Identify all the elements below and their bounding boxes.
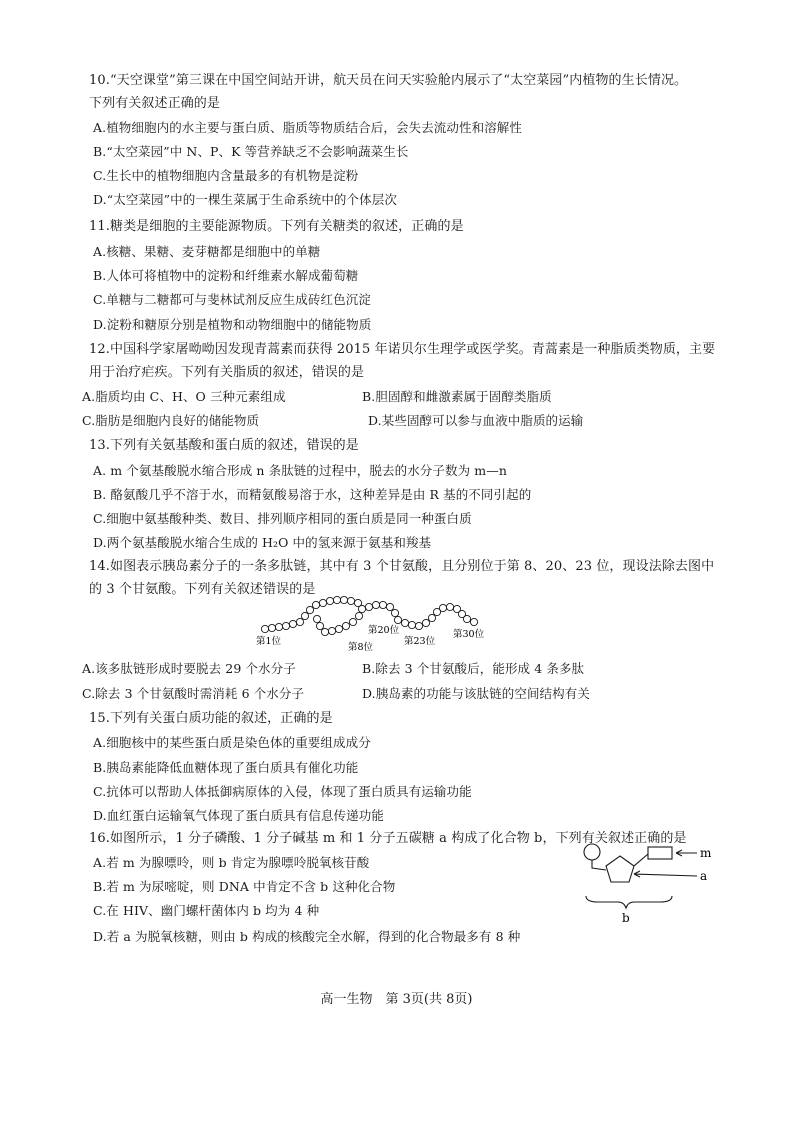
- q10-stem-line2: 下列有关叙述正确的是: [89, 96, 221, 111]
- label-m: m: [700, 846, 712, 860]
- q13-option-c: C.细胞中氨基酸种类、数目、排列顺序相同的蛋白质是同一种蛋白质: [93, 511, 472, 526]
- q12-option-a: A.脂质均由 C、H、O 三种元素组成: [82, 389, 286, 404]
- phosphate-circle: [584, 844, 600, 860]
- label-a: a: [700, 869, 708, 883]
- brace: [586, 896, 672, 908]
- q10-option-b: B.“太空菜园”中 N、P、K 等营养缺乏不会影响蔬菜生长: [93, 144, 409, 159]
- q11-option-b: B.人体可将植物中的淀粉和纤维素水解成葡萄糖: [93, 268, 359, 283]
- q14-stem-line1: 14.如图表示胰岛素分子的一条多肽链，其中有 3 个甘氨酸，且分别位于第 8、20、23 位，现设法除去图中: [89, 559, 715, 574]
- q14-option-c: C.除去 3 个甘氨酸时需消耗 6 个水分子: [82, 686, 305, 701]
- q16-option-d: D.若 a 为脱氧核糖，则由 b 构成的核酸完全水解，得到的化合物最多有 8 种: [93, 929, 521, 944]
- q11-stem: 11.糖类是细胞的主要能源物质。下列有关糖类的叙述，正确的是: [89, 219, 464, 234]
- q15-option-c: C.抗体可以帮助人体抵御病原体的入侵，体现了蛋白质具有运输功能: [93, 784, 472, 799]
- q10-option-d: D.“太空菜园”中的一棵生菜属于生命系统中的个体层次: [93, 192, 397, 207]
- q11-option-a: A.核糖、果糖、麦芽糖都是细胞中的单糖: [93, 244, 321, 259]
- q16-option-c: C.在 HIV、幽门螺杆菌体内 b 均为 4 种: [93, 903, 320, 918]
- page-footer: 高一生物 第 3页(共 8页): [320, 992, 473, 1007]
- q13-option-b: B. 酪氨酸几乎不溶于水，而精氨酸易溶于水，这种差异是由 R 基的不同引起的: [93, 487, 532, 502]
- pentose-pentagon: [606, 856, 634, 882]
- label-b: b: [622, 911, 630, 925]
- q12-option-c: C.脂肪是细胞内良好的储能物质: [82, 413, 260, 428]
- q14-option-b: B.除去 3 个甘氨酸后，能形成 4 条多肽: [362, 661, 585, 676]
- q12-stem-line1: 12.中国科学家屠呦呦因发现青蒿素而获得 2015 年诺贝尔生理学或医学奖。青蒿素是一种脂质类物质，主要: [89, 342, 716, 357]
- position-23-label: 第23位: [404, 636, 436, 647]
- polypeptide-chain-figure: [248, 595, 498, 655]
- nucleotide-figure: [576, 838, 716, 938]
- q10-stem-line1: 10.“天空课堂”第三课在中国空间站开讲，航天员在问天实验舱内展示了“太空菜园”内植物的生长情况。: [89, 73, 688, 88]
- q12-option-b: B.胆固醇和雌激素属于固醇类脂质: [362, 389, 552, 404]
- q13-option-d: D.两个氨基酸脱水缩合生成的 H₂O 中的氢来源于氨基和羧基: [93, 535, 432, 550]
- q11-option-c: C.单糖与二糖都可与斐林试剂反应生成砖红色沉淀: [93, 292, 371, 307]
- position-30-label: 第30位: [453, 629, 485, 640]
- q10-option-a: A.植物细胞内的水主要与蛋白质、脂质等物质结合后，会失去流动性和溶解性: [93, 120, 523, 135]
- q13-stem: 13.下列有关氨基酸和蛋白质的叙述，错误的是: [89, 438, 359, 453]
- q15-option-d: D.血红蛋白运输氧气体现了蛋白质具有信息传递功能: [93, 808, 384, 823]
- q14-option-d: D.胰岛素的功能与该肽链的空间结构有关: [362, 686, 590, 701]
- q14-stem-line2: 的 3 个甘氨酸。下列有关叙述错误的是: [89, 582, 316, 597]
- position-1-label: 第1位: [256, 636, 282, 647]
- q13-option-a: A. m 个氨基酸脱水缩合形成 n 条肽链的过程中，脱去的水分子数为 m—n: [93, 463, 507, 478]
- position-8-label: 第8位: [348, 642, 374, 653]
- q16-option-a: A.若 m 为腺嘌呤，则 b 肯定为腺嘌呤脱氧核苷酸: [93, 855, 370, 870]
- q15-option-b: B.胰岛素能降低血糖体现了蛋白质具有催化功能: [93, 760, 359, 775]
- q16-stem: 16.如图所示，1 分子磷酸、1 分子碱基 m 和 1 分子五碳糖 a 构成了化合物 b，下列有关叙述正确的是: [89, 831, 687, 846]
- q15-stem: 15.下列有关蛋白质功能的叙述，正确的是: [89, 711, 333, 726]
- q16-option-b: B.若 m 为尿嘧啶，则 DNA 中肯定不含 b 这种化合物: [93, 879, 396, 894]
- q15-option-a: A.细胞核中的某些蛋白质是染色体的重要组成成分: [93, 735, 371, 750]
- base-rect: [648, 847, 672, 859]
- q14-option-a: A.该多肽链形成时要脱去 29 个水分子: [82, 661, 296, 676]
- position-20-label: 第20位: [368, 625, 400, 636]
- q10-option-c: C.生长中的植物细胞内含量最多的有机物是淀粉: [93, 168, 359, 183]
- q12-option-d: D.某些固醇可以参与血液中脂质的运输: [368, 413, 584, 428]
- q12-stem-line2: 用于治疗疟疾。下列有关脂质的叙述，错误的是: [89, 365, 365, 380]
- q11-option-d: D.淀粉和糖原分别是植物和动物细胞中的储能物质: [93, 317, 372, 332]
